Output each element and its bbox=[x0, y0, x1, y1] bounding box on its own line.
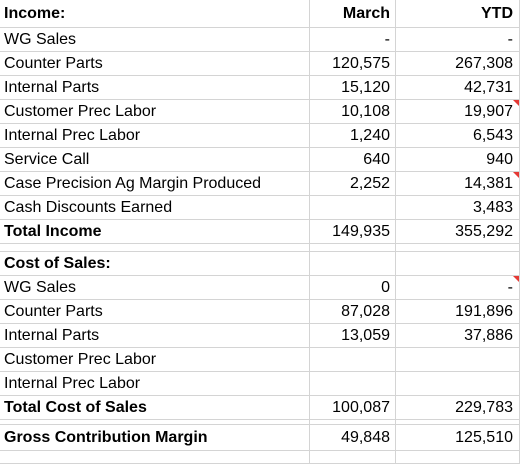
total-income-march[interactable]: 149,935 bbox=[310, 220, 396, 244]
row-label[interactable]: Internal Parts bbox=[0, 76, 310, 100]
row-label[interactable]: Case Precision Ag Margin Produced bbox=[0, 172, 310, 196]
ytd-value-with-comment[interactable] bbox=[396, 172, 520, 196]
row-label[interactable]: Customer Prec Labor bbox=[0, 100, 310, 124]
row-label[interactable]: WG Sales bbox=[0, 276, 310, 300]
comment-indicator-icon[interactable] bbox=[513, 276, 519, 282]
row-label[interactable]: Internal Prec Labor bbox=[0, 372, 310, 396]
ytd-value[interactable] bbox=[396, 348, 520, 372]
income-row bbox=[0, 100, 520, 124]
ytd-value[interactable]: 6,543 bbox=[396, 124, 520, 148]
ytd-value[interactable]: 42,731 bbox=[396, 76, 520, 100]
row-label[interactable]: Internal Parts bbox=[0, 324, 310, 348]
income-row bbox=[0, 76, 520, 100]
ytd-value[interactable]: 191,896 bbox=[396, 300, 520, 324]
income-row bbox=[0, 148, 520, 172]
row-label[interactable]: Counter Parts bbox=[0, 300, 310, 324]
gross-margin-row bbox=[0, 425, 520, 451]
march-value[interactable]: 15,120 bbox=[310, 76, 396, 100]
income-row bbox=[0, 172, 520, 196]
income-row bbox=[0, 124, 520, 148]
total-income-label[interactable]: Total Income bbox=[0, 220, 310, 244]
ytd-value: - bbox=[507, 278, 513, 296]
ytd-value[interactable] bbox=[396, 372, 520, 396]
empty-cell[interactable] bbox=[396, 252, 520, 276]
march-value[interactable]: 0 bbox=[310, 276, 396, 300]
ytd-value[interactable]: 3,483 bbox=[396, 196, 520, 220]
cost-row bbox=[0, 300, 520, 324]
march-value[interactable]: 120,575 bbox=[310, 52, 396, 76]
ytd-value: 14,381 bbox=[464, 174, 513, 192]
row-label[interactable]: Customer Prec Labor bbox=[0, 348, 310, 372]
march-value[interactable]: 13,059 bbox=[310, 324, 396, 348]
comment-indicator-icon[interactable] bbox=[513, 172, 519, 178]
empty-cell[interactable] bbox=[396, 244, 520, 252]
header-row bbox=[0, 0, 520, 28]
total-income-row bbox=[0, 220, 520, 244]
empty-cell[interactable] bbox=[310, 244, 396, 252]
march-value[interactable]: - bbox=[310, 28, 396, 52]
empty-cell[interactable] bbox=[396, 451, 520, 464]
total-cost-march[interactable]: 100,087 bbox=[310, 396, 396, 420]
total-cost-ytd[interactable]: 229,783 bbox=[396, 396, 520, 420]
gross-margin-ytd[interactable]: 125,510 bbox=[396, 425, 520, 451]
comment-indicator-icon[interactable] bbox=[513, 100, 519, 106]
march-value[interactable]: 640 bbox=[310, 148, 396, 172]
ytd-value[interactable]: 940 bbox=[396, 148, 520, 172]
income-row bbox=[0, 28, 520, 52]
cost-header-row bbox=[0, 252, 520, 276]
row-label[interactable]: Cash Discounts Earned bbox=[0, 196, 310, 220]
income-row bbox=[0, 52, 520, 76]
total-income-ytd[interactable]: 355,292 bbox=[396, 220, 520, 244]
gross-margin-label[interactable]: Gross Contribution Margin bbox=[0, 425, 310, 451]
row-label[interactable]: Service Call bbox=[0, 148, 310, 172]
march-value[interactable] bbox=[310, 348, 396, 372]
march-value[interactable]: 10,108 bbox=[310, 100, 396, 124]
empty-cell[interactable] bbox=[0, 451, 310, 464]
gross-margin-march[interactable]: 49,848 bbox=[310, 425, 396, 451]
empty-cell[interactable] bbox=[310, 451, 396, 464]
ytd-value[interactable]: 267,308 bbox=[396, 52, 520, 76]
march-value[interactable] bbox=[310, 196, 396, 220]
row-label[interactable]: WG Sales bbox=[0, 28, 310, 52]
ytd-value-with-comment[interactable] bbox=[396, 276, 520, 300]
empty-cell[interactable] bbox=[0, 244, 310, 252]
ytd-value[interactable]: 37,886 bbox=[396, 324, 520, 348]
cost-row bbox=[0, 324, 520, 348]
total-cost-row bbox=[0, 396, 520, 420]
ytd-value[interactable]: - bbox=[396, 28, 520, 52]
cost-section-label[interactable]: Cost of Sales: bbox=[0, 252, 310, 276]
empty-cell[interactable] bbox=[310, 252, 396, 276]
march-value[interactable] bbox=[310, 372, 396, 396]
ytd-value: 19,907 bbox=[464, 102, 513, 120]
row-label[interactable]: Internal Prec Labor bbox=[0, 124, 310, 148]
march-column-header[interactable]: March bbox=[310, 0, 396, 28]
march-value[interactable]: 87,028 bbox=[310, 300, 396, 324]
march-value[interactable]: 1,240 bbox=[310, 124, 396, 148]
partial-row bbox=[0, 451, 520, 464]
spacer-row bbox=[0, 244, 520, 252]
income-row bbox=[0, 196, 520, 220]
cost-row bbox=[0, 348, 520, 372]
cost-row bbox=[0, 372, 520, 396]
row-label[interactable]: Counter Parts bbox=[0, 52, 310, 76]
cost-row bbox=[0, 276, 520, 300]
total-cost-label[interactable]: Total Cost of Sales bbox=[0, 396, 310, 420]
income-section-label[interactable]: Income: bbox=[0, 0, 310, 28]
ytd-value-with-comment[interactable] bbox=[396, 100, 520, 124]
ytd-column-header[interactable]: YTD bbox=[396, 0, 520, 28]
march-value[interactable]: 2,252 bbox=[310, 172, 396, 196]
